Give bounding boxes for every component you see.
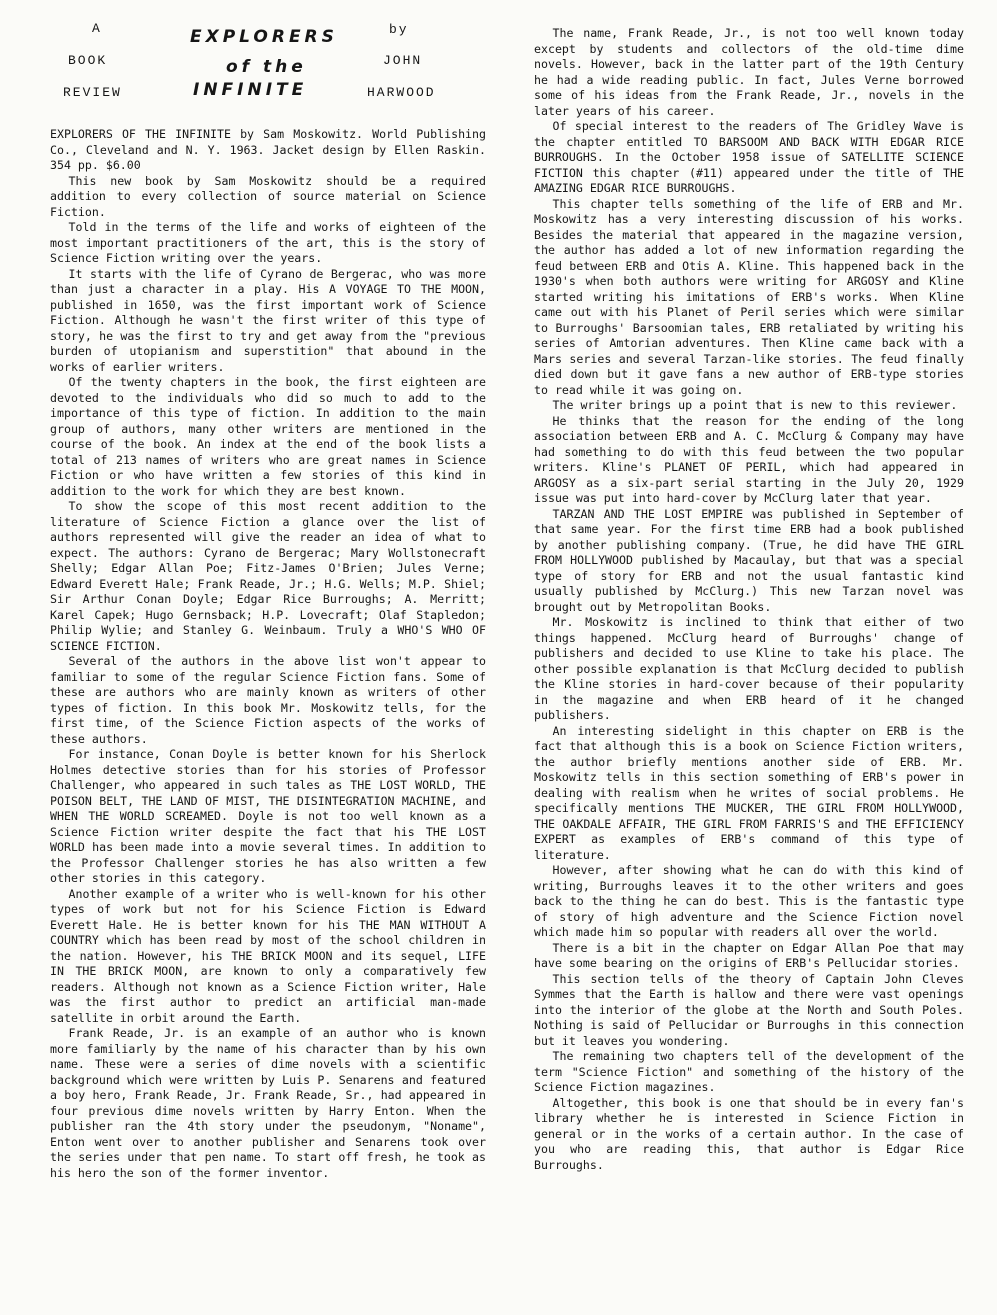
paragraph: Frank Reade, Jr. is an example of an author who is known more familiarly by the name of his character than by his own name. These were a series of dime novels with a scientific background which were written by Luis P. Senarens and featured a boy hero, Frank Reade, Jr. Frank Reade, Sr., had appeared in four previous dime novels written by Harry Enton. When the publisher ran the 4th story under the pseudonym, "Noname", Enton went over to another publisher and Senarens took over the series under that pen name. To start off fresh, he took as his hero the son of the former inventor. bbox=[50, 1026, 486, 1180]
paragraph: For instance, Conan Doyle is better known for his Sherlock Holmes detective stories than for his stories of Professor Challenger, who appeared in such tales as THE LOST WORLD, THE POISON BELT, THE LAND OF MIST, THE DISINTEGRATION MACHINE, and WHEN THE WORLD SCREAMED. Doyle is not too well known as a Science Fiction writer despite the fact that his THE LOST WORLD has been made into a movie several times. In addition to the Professor Challenger stories he has also written a few other stories in this category. bbox=[50, 747, 486, 885]
paragraph: However, after showing what he can do with this kind of writing, Burroughs leaves it to the other writers and goes back to the thing he can do best. This is the fantastic type of story of high adventure and the Science Fiction novel which made him so popular with readers all over the world. bbox=[534, 863, 964, 939]
paragraph: It starts with the life of Cyrano de Bergerac, who was more than just a character in a play. His A VOYAGE TO THE MOON, published in 1650, was the first important work of Science Fiction. Although he wasn't the first writer of this type of story, he was the first to try and get away from the "previous burden of utopianism and superstition" that abound in the works of earlier writers. bbox=[50, 266, 486, 374]
paragraph: Several of the authors in the above list won't appear to familiar to some of the regular Science Fiction fans. Some of these are authors who are mainly known as writers of other types of fiction. In this book Mr. Moskowitz tells, for the first time, of the Science Fiction aspects of the works of these authors. bbox=[50, 654, 486, 746]
header-review: REVIEW bbox=[63, 85, 122, 100]
paragraph: TARZAN AND THE LOST EMPIRE was published in September of that same year. For the first time ERB had a book published by another publishing company. (True, he did have THE GIRL FROM HOLLYWOOD published by Macaulay, but that was a special type of story for ERB and not the usual fantastic kind usually published by McClurg.) This new Tarzan novel was brought out by Metropolitan Books. bbox=[534, 506, 964, 614]
paragraph: Of special interest to the readers of The Gridley Wave is the chapter entitled TO BARSOOM AND BACK WITH EDGAR RICE BURROUGHS. In the October 1958 issue of SATELLITE SCIENCE FICTION this chapter (#11) appeared under the title of THE AMAZING EDGAR RICE BURROUGHS. bbox=[534, 119, 964, 195]
paragraph: To show the scope of this most recent addition to the literature of Science Fiction a glance over the list of authors represented will give the reader an idea of what to expect. The authors: Cyrano de Bergerac; Mary Wollstonecraft Shelly; Edgar Allan Poe; Fitz-James O'Brien; Jules Verne; Edward Everett Hale; Frank Reade, Jr.; H.G. Wells; M.P. Shiel; Sir Arthur Conan Doyle; Edgar Rice Burroughs; A. Merritt; Karel Capek; Hugo Gernsback; H.P. Lovecraft; Olaf Stapledon; Philip Wylie; and Stanley G. Weinbaum. Truly a WHO'S WHO OF SCIENCE FICTION. bbox=[50, 499, 486, 653]
paragraph: The name, Frank Reade, Jr., is not too well known today except by students and collectors of the old-time dime novels. However, back in the latter part of the 19th Century he had a wide reading public. In fact, Jules Verne borrowed some of his ideas from the Frank Reade, Jr., novels in the later years of his career. bbox=[534, 26, 964, 118]
paragraph: This section tells of the theory of Captain John Cleves Symmes that the Earth is hallow and there were vast openings into the interior of the globe at the North and South Poles. Nothing is said of Pellucidar or Burroughs in this connection but it leaves you wondering. bbox=[534, 971, 964, 1048]
header-a: A bbox=[92, 21, 102, 36]
paragraph: The remaining two chapters tell of the development of the term "Science Fiction" and something of the history of the Science Fiction magazines. bbox=[534, 1049, 964, 1094]
paragraph: The writer brings up a point that is new to this reviewer. bbox=[552, 398, 958, 412]
right-column bbox=[534, 26, 964, 1173]
header-john: JOHN bbox=[383, 53, 423, 68]
paragraph: Another example of a writer who is well-known for his other types of work but not for his Science Fiction is Edward Everett Hale. He is better known for his THE MAN WITHOUT A COUNTRY which has been read by most of the school children in the nation. However, his THE BRICK MOON and its sequel, LIFE IN THE BRICK MOON, are known to only a comparatively few readers. Although not known as a Science Fiction writer, Hale was the first author to predict an artificial man-made satellite in orbit around the Earth. bbox=[50, 886, 486, 1025]
header-book: BOOK bbox=[68, 53, 108, 68]
paragraph: This new book by Sam Moskowitz should be a required addition to every collection of source material on Science Fiction. bbox=[50, 173, 486, 219]
left-column bbox=[50, 127, 486, 1181]
paragraph: Mr. Moskowitz is inclined to think that either of two things happened. McClurg heard of Burroughs' change of publishers and decided to use Kline to take his place. The other possible explanation is that McClurg decided to publish the Kline stories in hard-cover because of their popularity in the magazine and when ERB heard of it he changed publishers. bbox=[534, 615, 964, 722]
header-by: by bbox=[389, 22, 409, 37]
title-explorers: EXPLORERS bbox=[190, 27, 338, 47]
paragraph: Altogether, this book is one that should be in every fan's library whether he is interested in Science Fiction in general or in the works of a certain author. In the case of you who are reading this, that author is Edgar Rice Burroughs. bbox=[534, 1095, 964, 1172]
paragraph: This chapter tells something of the life of ERB and Mr. Moskowitz has a very interesting discussion of his works. Besides the material that appeared in the magazine version, the author has added a lot of new information regarding the feud between ERB and Otis A. Kline. This happened back in the 1930's when both authors were writing for ARGOSY and Kline started writing his imitations of ERB's works. When Kline came out with his Planet of Peril series which were similar to Burroughs' Barsoomian tales, ERB retaliated by writing his series of Amtorian adventures. Then Kline came back with a Mars series and several Tarzan-like stories. The feud finally died down but it gave fans a new author of ERB-type stories to read while it was going on. bbox=[534, 196, 964, 397]
paragraph: An interesting sidelight in this chapter on ERB is the fact that although this is a book on Science Fiction writers, the author briefly mentions another side of ERB. Mr. Moskowitz tells in this section something of ERB's power in dealing with realism when he writes of social problems. He specifically mentions THE MUCKER, THE GIRL FROM HOLLYWOOD, THE OAKDALE AFFAIR, THE GIRL FROM FARRIS'S and THE EFFICIENCY EXPERT as examples of ERB's command of this type of literature. bbox=[534, 723, 964, 862]
title-infinite: INFINITE bbox=[193, 80, 308, 100]
bibliographic-entry: EXPLORERS OF THE INFINITE by Sam Moskowitz. World Publishing Co., Cleveland and N. Y. 1963. Jacket design by Ellen Raskin. 354 pp. $6.00 bbox=[50, 127, 486, 172]
paragraph: He thinks that the reason for the ending of the long association between ERB and A. C. McClurg & Company may have had something to do with this feud between the two popular writers. Kline's PLANET OF PERIL, which had appeared in ARGOSY as a six-part serial starting in the July 20, 1929 issue was put into hard-cover by McClurg later that year. bbox=[534, 413, 964, 505]
paragraph: There is a bit in the chapter on Edgar Allan Poe that may have some bearing on the origins of ERB's Pellucidar stories. bbox=[534, 940, 964, 970]
header-harwood: HARWOOD bbox=[367, 85, 436, 100]
paragraph: Of the twenty chapters in the book, the first eighteen are devoted to the individuals who did so much to add to the importance of this type of fiction. In addition to the main group of authors, many other writers are mentioned in the course of the book. An index at the end of the book lists a total of 213 names of writers who are great names in Science Fiction or who have written a few stories of this kind in addition to the work for which they are best known. bbox=[50, 375, 486, 498]
paragraph: Told in the terms of the life and works of eighteen of the most important practitioners of the art, this is the story of Science Fiction writing over the years. bbox=[50, 220, 486, 265]
title-of-the: of the bbox=[226, 57, 307, 77]
